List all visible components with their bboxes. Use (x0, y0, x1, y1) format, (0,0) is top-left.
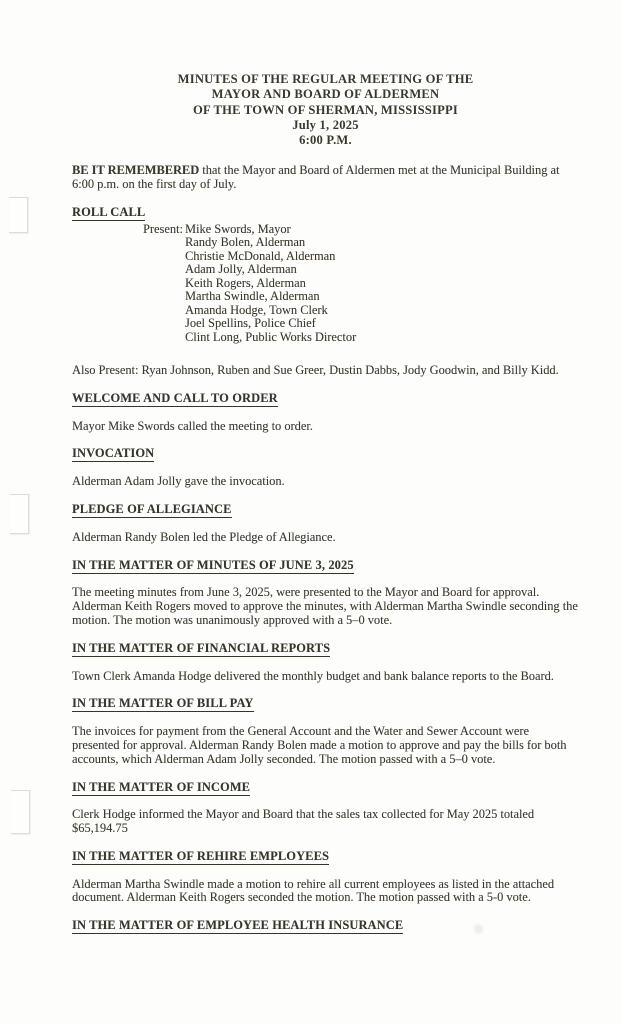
section-heading (72, 781, 579, 795)
section-paragraph: Alderman Adam Jolly gave the invocation. (72, 474, 285, 489)
preamble-bold-phrase: BE IT REMEMBERED (72, 163, 200, 178)
section-heading-text: PLEDGE OF ALLEGIANCE (72, 501, 232, 516)
section-heading-text: IN THE MATTER OF FINANCIAL REPORTS (72, 640, 331, 655)
section-heading-text: WELCOME AND CALL TO ORDER (72, 390, 278, 405)
roll-call-row (72, 290, 579, 303)
attendee-name: Amanda Hodge, Town Clerk (185, 302, 328, 317)
present-label (143, 250, 185, 263)
section-heading (72, 447, 579, 461)
preamble-paragraph (72, 164, 579, 192)
section-heading (72, 919, 579, 933)
present-label (143, 317, 185, 330)
roll-call-row (72, 277, 579, 290)
title-line-board: MAYOR AND BOARD OF ALDERMEN (211, 87, 440, 102)
present-label (143, 263, 185, 276)
section-in-the-matter-of-bill-pay (72, 697, 579, 766)
section-in-the-matter-of-income (72, 781, 579, 836)
attendee-name: Clint Long, Public Works Director (185, 329, 357, 344)
section-in-the-matter-of-rehire-employees (72, 850, 579, 905)
section-paragraph: Alderman Martha Swindle made a motion to rehire all current employees as listed in the attached document. Alderman Keith Rogers seconded the motion. The motion passed with a 5-0 vote. (72, 876, 555, 905)
present-label (143, 277, 185, 290)
section-heading (72, 850, 579, 864)
attendee-name: Randy Bolen, Alderman (185, 235, 306, 250)
roll-call-row (72, 331, 579, 344)
section-heading-text: IN THE MATTER OF BILL PAY (72, 696, 254, 711)
section-heading-text: IN THE MATTER OF REHIRE EMPLOYEES (72, 848, 330, 863)
section-heading (72, 559, 579, 573)
section-heading-text: IN THE MATTER OF MINUTES OF JUNE 3, 2025 (72, 557, 354, 572)
section-paragraph: Alderman Randy Bolen led the Pledge of Allegiance. (72, 529, 336, 544)
section-in-the-matter-of-minutes-of-june-3-2025 (72, 559, 579, 628)
section-paragraph: Clerk Hodge informed the Mayor and Board that the sales tax collected for May 2025 totaled $65,194.75 (72, 807, 535, 836)
roll-call-row (72, 250, 579, 263)
roll-call-row (72, 263, 579, 276)
section-heading-text: ROLL CALL (72, 205, 146, 220)
section-heading (72, 503, 579, 517)
document-title-block (72, 72, 579, 148)
section-invocation (72, 447, 579, 489)
section-heading (72, 642, 579, 656)
binder-mark-bottom-icon (11, 790, 30, 834)
section-paragraph: Town Clerk Amanda Hodge delivered the monthly budget and bank balance reports to the Board. (72, 668, 554, 683)
section-paragraph: Mayor Mike Swords called the meeting to order. (72, 418, 313, 433)
title-line-town: OF THE TOWN OF SHERMAN, MISSISSIPPI (193, 102, 458, 117)
section-in-the-matter-of-employee-health-insurance (72, 919, 579, 933)
attendee-name: Joel Spellins, Police Chief (185, 316, 316, 331)
preamble-text: that the Mayor and Board of Aldermen met at the Municipal Building at 6:00 p.m. on the first day of July. (72, 163, 560, 192)
document-content (72, 72, 579, 947)
roll-call-row (72, 304, 579, 317)
section-paragraph: Also Present: Ryan Johnson, Ruben and Sue Greer, Dustin Dabbs, Jody Goodwin, and Billy Kidd. (72, 362, 559, 377)
roll-call-row (72, 236, 579, 249)
binder-mark-top-icon (9, 197, 28, 233)
section-heading-text: IN THE MATTER OF EMPLOYEE HEALTH INSURANCE (72, 918, 404, 933)
section-welcome-and-call-to-order (72, 392, 579, 434)
sections (72, 206, 579, 933)
attendee-name: Adam Jolly, Alderman (185, 262, 297, 277)
present-label (143, 331, 185, 344)
attendee-name: Keith Rogers, Alderman (185, 275, 306, 290)
attendee-name: Mike Swords, Mayor (185, 221, 291, 236)
section-paragraph: The meeting minutes from June 3, 2025, were presented to the Mayor and Board for approval. Alderman Keith Rogers moved to approve the minutes, with Alderman Martha Swindle seconding the motion. The motion was unanimously approved with a 5–0 vote. (72, 585, 578, 627)
roll-call-row (72, 317, 579, 330)
section-roll-call (72, 206, 579, 378)
section-in-the-matter-of-financial-reports (72, 642, 579, 684)
title-line-meeting: MINUTES OF THE REGULAR MEETING OF THE (177, 72, 474, 86)
section-heading (72, 392, 579, 406)
present-label: Present: (143, 221, 183, 236)
title-line-time: 6:00 P.M. (299, 133, 352, 148)
attendee-name: Christie McDonald, Alderman (185, 248, 336, 263)
present-label (143, 304, 185, 317)
roll-call-list (72, 223, 579, 344)
section-paragraph: The invoices for payment from the General Account and the Water and Sewer Account were presented for approval. Alderman Randy Bolen made a motion to approve and pay the bills for both accounts, which Alderman Adam Jolly seconded. The motion passed with a 5–0 vote. (72, 724, 567, 766)
title-line-date: July 1, 2025 (292, 117, 359, 132)
roll-call-row (72, 223, 579, 236)
section-pledge-of-allegiance (72, 503, 579, 545)
present-label (143, 236, 185, 249)
section-heading-text: INVOCATION (72, 446, 155, 461)
section-heading-text: IN THE MATTER OF INCOME (72, 779, 251, 794)
present-label (143, 290, 185, 303)
binder-mark-middle-icon (10, 494, 29, 534)
attendee-name: Martha Swindle, Alderman (185, 289, 320, 304)
section-heading (72, 697, 579, 711)
section-heading (72, 206, 579, 220)
